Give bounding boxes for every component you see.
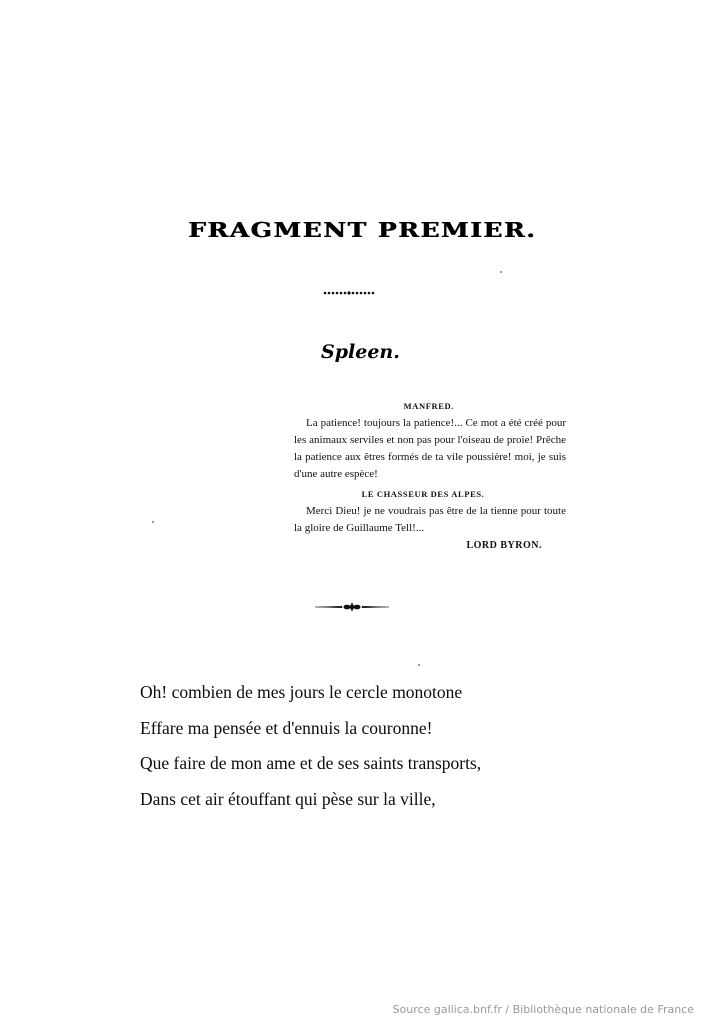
epigraph-speaker-manfred: MANFRED. bbox=[403, 401, 454, 411]
page-speck bbox=[500, 271, 502, 273]
verse-line-2: Effare ma pensée et d'ennuis la couronne! bbox=[140, 717, 433, 738]
page-speck bbox=[418, 664, 420, 666]
verse-line-3: Que faire de mon ame et de ses saints transports, bbox=[140, 753, 482, 773]
section-subtitle: Spleen. bbox=[321, 341, 400, 363]
page-speck bbox=[152, 521, 154, 523]
large-ornament-divider bbox=[314, 602, 390, 612]
epigraph-speaker-chasseur: LE CHASSEUR DES ALPES. bbox=[361, 489, 485, 499]
page-title: FRAGMENT PREMIER. bbox=[188, 218, 537, 242]
epigraph-attribution: LORD BYRON. bbox=[466, 540, 542, 551]
epigraph-quote-1: La patience! toujours la patience!... Ce mot a été créé pour les animaux serviles et non pas pour l'oiseau de proie! Prêche la patience aux êtres formés de ta vile poussière! moi, je suis d'une autre espèce! bbox=[294, 417, 566, 480]
verse-line-1: Oh! combien de mes jours le cercle monotone bbox=[140, 682, 463, 702]
epigraph bbox=[294, 398, 566, 554]
small-ornament-divider bbox=[323, 290, 375, 296]
epigraph-quote-2: Merci Dieu! je ne voudrais pas être de la tienne pour toute la gloire de Guillaume Tell!... bbox=[294, 505, 566, 534]
source-footer: Source gallica.bnf.fr / Bibliothèque nationale de France bbox=[392, 1003, 694, 1016]
poem-verse bbox=[140, 675, 560, 817]
verse-line-4: Dans cet air étouffant qui pèse sur la ville, bbox=[140, 788, 436, 809]
